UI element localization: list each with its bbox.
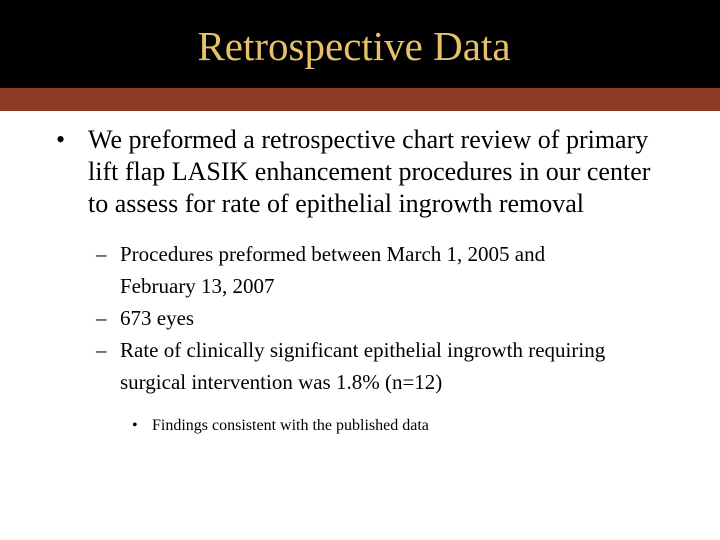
slide-title: Retrospective Data: [197, 23, 511, 69]
dash-icon: –: [96, 338, 107, 362]
sub-bullet-text: Rate of clinically significant epithelial ingrowth requiring surgical intervention was 1.8% (n=12): [120, 338, 606, 394]
bullet-dot-icon: •: [56, 125, 66, 154]
dash-icon: –: [96, 242, 107, 266]
slide-body: [0, 124, 720, 438]
sub-bullet-text: 673 eyes: [120, 306, 195, 330]
bullet-main: [56, 124, 668, 220]
title-bar: [0, 0, 720, 88]
sub-bullet-list: [0, 238, 720, 398]
dash-icon: –: [96, 306, 107, 330]
bullet-main-text: We preformed a retrospective chart review of primary lift flap LASIK enhancement procedures in our center to assess for rate of epithelial ingrowth removal: [88, 125, 651, 218]
sub-bullet-dates: [96, 238, 620, 302]
bullet-dot-icon: •: [132, 417, 138, 434]
sub-sub-bullet-text: Findings consistent with the published data: [152, 417, 429, 434]
sub-bullet-eyes: [96, 302, 620, 334]
sub-sub-bullet-findings: [132, 414, 652, 438]
sub-bullet-rate: [96, 334, 620, 398]
sub-bullet-text: Procedures preformed between March 1, 2005 and February 13, 2007: [120, 242, 546, 298]
accent-bar: [0, 88, 720, 111]
